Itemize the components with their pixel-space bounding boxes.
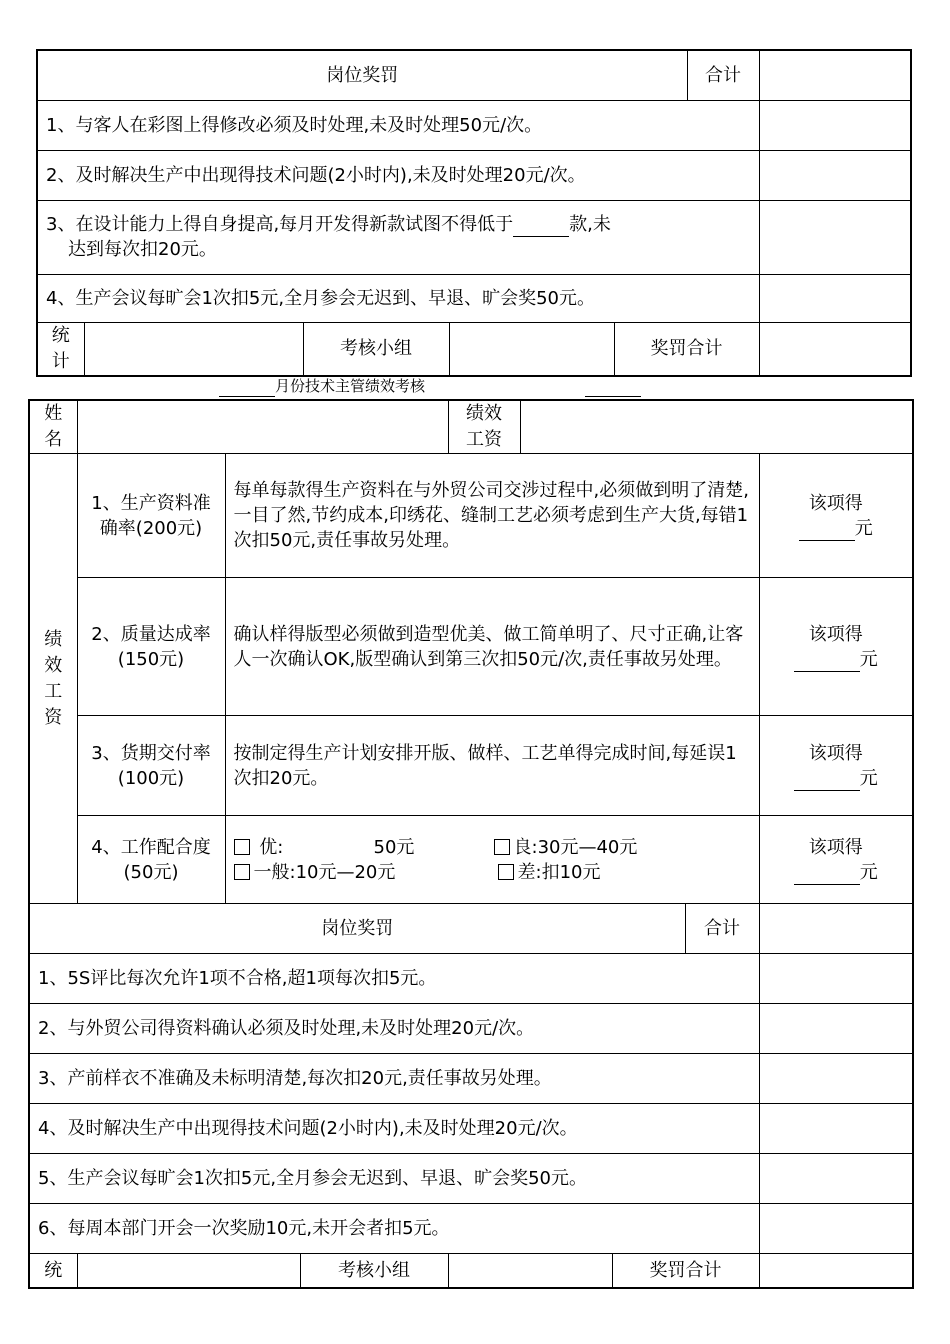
item-title: 1、生产资料准确率(200元) [77,454,225,578]
reward-total-label: 奖罚合计 [612,1254,759,1288]
item-description: 按制定得生产计划安排开版、做样、工艺单得完成时间,每延误1次扣20元。 [225,716,759,816]
item-title: 3、货期交付率(100元) [77,716,225,816]
reward-table-1 [36,49,912,377]
total-value-cell[interactable] [759,904,913,954]
rule-score-cell[interactable] [759,1054,913,1104]
rule-row: 1、5S评比每次允许1项不合格,超1项每次扣5元。 [29,954,759,1004]
score-blank[interactable] [799,522,855,541]
reward-header: 岗位奖罚 [37,50,687,100]
rule-score-cell[interactable] [759,274,911,322]
review-group-value[interactable] [449,322,614,376]
review-group-label: 考核小组 [300,1254,448,1288]
month-blank[interactable] [219,380,275,397]
rule-score-cell[interactable] [759,954,913,1004]
item-score: 该项得 元 [759,816,913,904]
review-group-label: 考核小组 [303,322,449,376]
stat-label: 统 [29,1254,77,1288]
performance-side-label: 绩效工资 [29,454,77,904]
reward-total-label: 奖罚合计 [614,322,759,376]
rule-score-cell[interactable] [759,1104,913,1154]
rule-score-cell[interactable] [759,200,911,274]
rule-row [37,200,759,274]
item-description: 确认样得版型必须做到造型优美、做工简单明了、尺寸正确,让客人一次确认OK,版型确认到第三次扣50元/次,责任事故另处理。 [225,578,759,716]
reward-header: 岗位奖罚 [29,904,685,954]
option-excellent[interactable]: 优: [234,835,374,860]
rule-text-suffix: 款,未 [569,214,611,235]
rule-score-cell[interactable] [759,1004,913,1054]
rule-row: 1、与客人在彩图上得修改必须及时处理,未及时处理50元/次。 [37,100,759,150]
stat-value-cell[interactable] [84,322,303,376]
item-score: 该项得 元 [759,716,913,816]
stat-label: 统计 [37,322,84,376]
rule-row: 2、与外贸公司得资料确认必须及时处理,未及时处理20元/次。 [29,1004,759,1054]
stat-value-cell[interactable] [77,1254,300,1288]
item-title: 2、质量达成率(150元) [77,578,225,716]
rule-row: 4、及时解决生产中出现得技术问题(2小时内),未及时处理20元/次。 [29,1104,759,1154]
rule-row: 4、生产会议每旷会1次扣5元,全月参会无迟到、早退、旷会奖50元。 [37,274,759,322]
checkbox[interactable] [234,864,250,880]
rule-text-line2: 达到每次扣20元。 [68,239,217,260]
trailing-blank [585,380,641,397]
rule-row: 6、每周本部门开会一次奖励10元,未开会者扣5元。 [29,1204,759,1254]
score-blank[interactable] [794,772,860,791]
review-group-value[interactable] [448,1254,612,1288]
performance-table [28,399,914,1289]
item-description: 每单每款得生产资料在与外贸公司交涉过程中,必须做到明了清楚,一目了然,节约成本,印绣花、缝制工艺必须考虑到生产大货,每错1次扣50元,责任事故另处理。 [225,454,759,578]
rule-score-cell[interactable] [759,1204,913,1254]
fill-blank[interactable] [513,218,569,237]
checkbox[interactable] [498,864,514,880]
checkbox[interactable] [494,839,510,855]
item-title: 4、工作配合度(50元) [77,816,225,904]
item-score: 该项得 元 [759,578,913,716]
total-value-cell[interactable] [759,50,911,100]
option-good[interactable]: 良:30元—40元 [494,835,638,860]
reward-total-value[interactable] [759,1254,913,1288]
page-title: 月份技术主管绩效考核 [190,375,670,397]
rule-row: 2、及时解决生产中出现得技术问题(2小时内),未及时处理20元/次。 [37,150,759,200]
rule-row: 5、生产会议每旷会1次扣5元,全月参会无迟到、早退、旷会奖50元。 [29,1154,759,1204]
item-score: 该项得 元 [759,454,913,578]
score-blank[interactable] [794,653,860,672]
salary-label: 绩效工资 [448,400,520,454]
name-value[interactable] [77,400,448,454]
option-poor[interactable]: 差:扣10元 [498,860,601,885]
rule-score-cell[interactable] [759,150,911,200]
salary-value[interactable] [520,400,913,454]
rule-text: 3、在设计能力上得自身提高,每月开发得新款试图不得低于 [46,214,514,235]
rule-row: 3、产前样衣不准确及未标明清楚,每次扣20元,责任事故另处理。 [29,1054,759,1104]
total-header: 合计 [687,50,759,100]
reward-total-value[interactable] [759,322,911,376]
score-blank[interactable] [794,866,860,885]
checkbox[interactable] [234,839,250,855]
total-header: 合计 [685,904,759,954]
rule-score-cell[interactable] [759,1154,913,1204]
name-label: 姓名 [29,400,77,454]
option-average[interactable]: 一般:10元—20元 [234,860,498,885]
rating-options [225,816,759,904]
rule-score-cell[interactable] [759,100,911,150]
option-excellent-amount: 50元 [373,836,415,858]
